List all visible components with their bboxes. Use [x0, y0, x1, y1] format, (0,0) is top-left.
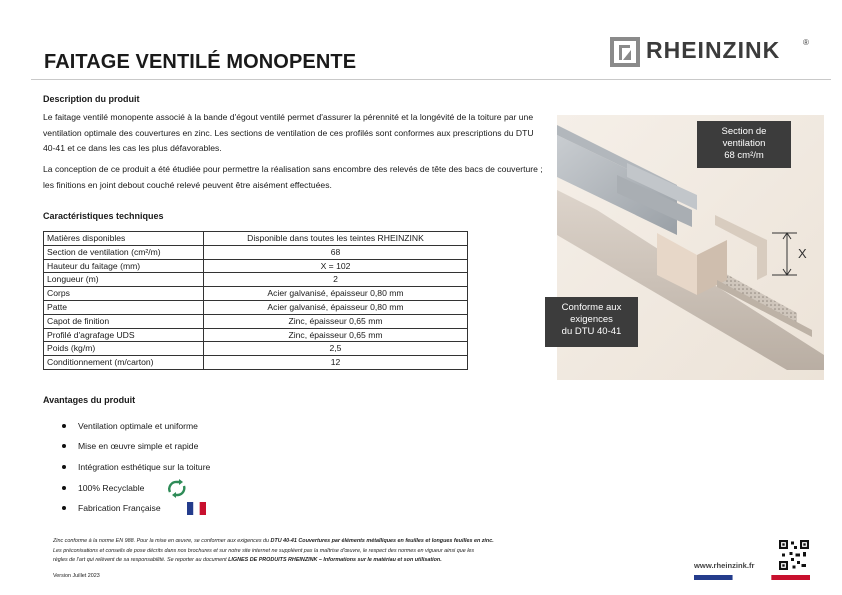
- table-row: [44, 328, 468, 342]
- tricolor-bar: [694, 575, 810, 580]
- row-value: Zinc, épaisseur 0,65 mm: [204, 314, 468, 328]
- list-item: [62, 439, 198, 453]
- description-paragraph-2: La conception de ce produit a été étudiée pour permettre la réalisation sans encombre des relevés de tête des bacs de couverture ; les finitions en joint debout couché relevé peuvent être aisément effectuées.: [43, 164, 543, 190]
- row-value: 12: [204, 356, 468, 370]
- row-label: Corps: [44, 287, 204, 301]
- description-paragraph-1: Le faitage ventilé monopente associé à la bande d'égout ventilé permet d'assurer la pérennité et la longévité de la toiture par une ventilation optimale des couvertures en zinc. Les sections de ventilation de ces profilés sont conformes aux prescriptions du DTU 40-41 et ce dans les cas les plus défavorables.: [43, 112, 534, 153]
- advantage-label: 100% Recyclable: [78, 483, 145, 493]
- list-item: [62, 419, 198, 433]
- footer-note-emphasis: DTU 40-41 Couvertures par éléments métalliques en feuilles et longues feuilles en zinc.: [270, 538, 494, 544]
- bullet-icon: [62, 424, 66, 428]
- footer-note-text: Zinc conforme à la norme EN 988. Pour la mise en œuvre, se conformer aux exigences du: [53, 538, 271, 544]
- table-row: [44, 259, 468, 273]
- row-value: Disponible dans toutes les teintes RHEINZINK: [204, 232, 468, 246]
- brand-name: RHEINZINK: [646, 37, 781, 63]
- brand-registered-mark: ®: [803, 38, 809, 47]
- row-value: X = 102: [204, 259, 468, 273]
- advantages-heading: Avantages du produit: [43, 395, 136, 405]
- header-divider: [31, 79, 831, 80]
- bullet-icon: [62, 444, 66, 448]
- table-row: [44, 287, 468, 301]
- table-row: [44, 314, 468, 328]
- row-label: Poids (kg/m): [44, 342, 204, 356]
- table-row: [44, 300, 468, 314]
- footer-note-text: Les préconisations et conseils de pose décrits dans nos brochures et sur notre site internet ne suppléent pas la maîtrise d'œuvre, le respect des normes en vigueur ainsi que les: [53, 547, 475, 554]
- row-value: Acier galvanisé, épaisseur 0,80 mm: [204, 300, 468, 314]
- callout-line: Conforme aux: [561, 302, 622, 313]
- qr-code-icon: [779, 540, 809, 570]
- footer-note-text: règles de l'art qui relèvent de sa responsabilité. Se reporter au document: [53, 557, 229, 563]
- table-row: [44, 245, 468, 259]
- table-row: [44, 232, 468, 246]
- row-value: Acier galvanisé, épaisseur 0,80 mm: [204, 287, 468, 301]
- callout-line: exigences: [570, 314, 613, 325]
- row-value: 2: [204, 273, 468, 287]
- table-row: [44, 356, 468, 370]
- table-row: [44, 342, 468, 356]
- list-item: [62, 501, 161, 515]
- bullet-icon: [62, 465, 66, 469]
- row-value: Zinc, épaisseur 0,65 mm: [204, 328, 468, 342]
- row-label: Section de ventilation (cm²/m): [44, 245, 204, 259]
- row-value: 68: [204, 245, 468, 259]
- row-value: 2,5: [204, 342, 468, 356]
- callout-line: du DTU 40-41: [561, 326, 622, 337]
- website-link[interactable]: www.rheinzink.fr: [694, 561, 755, 570]
- page-title: FAITAGE VENTILÉ MONOPENTE: [44, 51, 357, 73]
- table-row: [44, 273, 468, 287]
- callout-line: ventilation: [722, 138, 766, 149]
- advantage-label: Mise en œuvre simple et rapide: [78, 441, 199, 451]
- list-item: [62, 460, 210, 474]
- footer-note: [53, 537, 563, 566]
- advantage-label: Fabrication Française: [78, 503, 161, 513]
- row-label: Patte: [44, 300, 204, 314]
- french-flag-icon: [187, 502, 206, 515]
- bullet-icon: [62, 486, 66, 490]
- list-item: [62, 481, 144, 495]
- technical-heading: Caractéristiques techniques: [43, 211, 164, 221]
- description-heading: Description du produit: [43, 94, 140, 104]
- advantage-label: Ventilation optimale et uniforme: [78, 421, 198, 431]
- version-label: Version Juillet 2023: [53, 573, 100, 579]
- technical-table: [43, 231, 468, 370]
- row-label: Matières disponibles: [44, 232, 204, 246]
- advantage-label: Intégration esthétique sur la toiture: [78, 462, 211, 472]
- row-label: Longueur (m): [44, 273, 204, 287]
- row-label: Conditionnement (m/carton): [44, 356, 204, 370]
- dtu-callout: [545, 297, 638, 347]
- bullet-icon: [62, 506, 66, 510]
- row-label: Hauteur du faitage (mm): [44, 259, 204, 273]
- ventilation-callout: [697, 121, 791, 168]
- dimension-label: X: [798, 246, 807, 261]
- callout-line: 68 cm²/m: [724, 150, 764, 161]
- callout-line: Section de: [721, 126, 767, 137]
- row-label: Capot de finition: [44, 314, 204, 328]
- footer-note-emphasis: LIGNES DE PRODUITS RHEINZINK – Informations sur le matériau et son utilisation.: [228, 557, 442, 563]
- recycle-icon: [166, 478, 188, 498]
- row-label: Profilé d'agrafage UDS: [44, 328, 204, 342]
